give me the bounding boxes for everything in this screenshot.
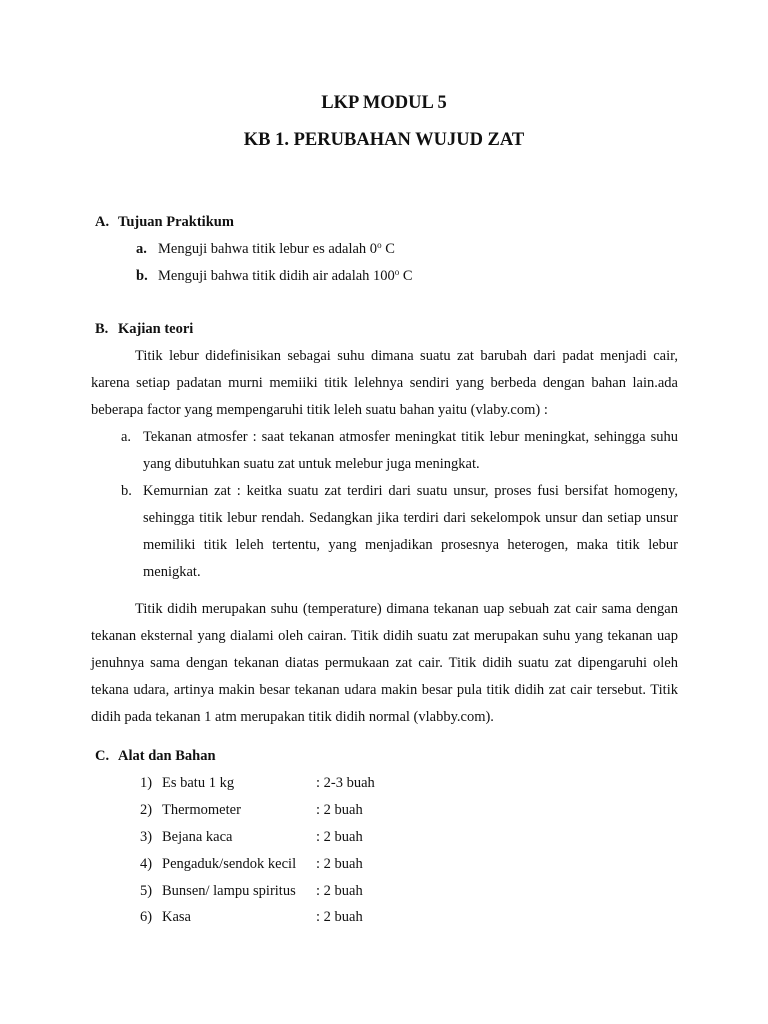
- equipment-name: Es batu 1 kg: [162, 775, 235, 791]
- factor-text: Tekanan atmosfer : saat tekanan atmosfer meningkat titik lebur meningkat, sehingga suhu yang dibutuhkan suatu zat untuk melebur juga meningkat.: [143, 429, 678, 472]
- factor-marker: b.: [121, 483, 132, 499]
- equipment-quantity: : 2-3 buah: [316, 775, 375, 791]
- objective-item: [136, 241, 395, 258]
- objective-marker: b.: [136, 268, 148, 284]
- theory-paragraph-text: Titik didih merupakan suhu (temperature) dimana tekanan uap sebuah zat cair sama dengan tekanan eksternal yang dialami oleh cairan. Titik didih suatu zat merupakan suhu yang tekanan uap jenuhnya sama dengan tekanan diatas permukaan zat cair. Titik didih suatu zat dipengaruhi oleh tekana udara, artinya makin besar tekanan udara makin besar pula titik didih zat cair tersebut. Titik didih pada tekanan 1 atm merupakan titik didih normal (vlabby.com).: [91, 601, 678, 725]
- equipment-name: Thermometer: [162, 802, 241, 818]
- factor-text: Kemurnian zat : keitka suatu zat terdiri dari suatu unsur, proses fusi bersifat homogeny, sehingga titik lebur rendah. Sedangkan jika terdiri dari sekelompok unsur dan setiap unsur memiliki titik leleh tertentu, yang menjadikan prosesnya heterogen, maka titik lebur menigkat.: [143, 483, 678, 580]
- degree-sup: o: [394, 267, 400, 277]
- document-subtitle: KB 1. PERUBAHAN WUJUD ZAT: [243, 130, 525, 150]
- equipment-quantity: : 2 buah: [316, 802, 363, 818]
- objective-text: Menguji bahwa titik lebur es adalah 0: [158, 241, 378, 257]
- equipment-number: 5): [140, 883, 153, 899]
- equipment-number: 1): [140, 775, 153, 791]
- objective-text: Menguji bahwa titik didih air adalah 100: [158, 268, 395, 284]
- section-a-letter: A.: [95, 214, 110, 230]
- section-c-title: Alat dan Bahan: [118, 748, 216, 764]
- theory-paragraph-boiling: [91, 596, 678, 731]
- equipment-item: [140, 909, 363, 926]
- equipment-number: 4): [140, 856, 153, 872]
- section-b-heading: [95, 321, 193, 338]
- section-b-letter: B.: [95, 321, 109, 337]
- equipment-quantity: : 2 buah: [316, 829, 363, 845]
- equipment-item: [140, 802, 363, 819]
- equipment-number: 6): [140, 909, 153, 925]
- factor-item: [121, 478, 678, 586]
- equipment-name: Bejana kaca: [162, 829, 233, 845]
- equipment-number: 3): [140, 829, 153, 845]
- section-a-heading: [95, 214, 234, 231]
- section-b-title: Kajian teori: [118, 321, 194, 337]
- equipment-item: [140, 883, 363, 900]
- equipment-quantity: : 2 buah: [316, 883, 363, 899]
- section-c-letter: C.: [95, 748, 110, 764]
- document-title: LKP MODUL 5: [321, 93, 447, 113]
- equipment-item: [140, 775, 375, 792]
- equipment-quantity: : 2 buah: [316, 856, 363, 872]
- objective-unit: C: [381, 241, 395, 257]
- equipment-name: Kasa: [162, 909, 191, 925]
- equipment-quantity: : 2 buah: [316, 909, 363, 925]
- degree-sup: o: [377, 240, 382, 250]
- objective-unit: C: [399, 268, 413, 284]
- equipment-item: [140, 829, 363, 846]
- equipment-name: Bunsen/ lampu spiritus: [162, 883, 296, 899]
- objective-marker: a.: [136, 241, 147, 257]
- equipment-item: [140, 856, 363, 873]
- equipment-name: Pengaduk/sendok kecil: [162, 856, 297, 872]
- equipment-number: 2): [140, 802, 153, 818]
- objective-item: [136, 268, 413, 285]
- factor-item: [121, 424, 678, 478]
- theory-paragraph-melting: [91, 343, 678, 424]
- factor-marker: a.: [121, 429, 132, 445]
- section-a-title: Tujuan Praktikum: [118, 214, 234, 230]
- theory-paragraph-text: Titik lebur didefinisikan sebagai suhu dimana suatu zat barubah dari padat menjadi cair, karena setiap padatan murni memiiki titik lelehnya sendiri yang berbeda dengan bahan lain.ada beberapa factor yang mempengaruhi titik leleh suatu bahan yaitu (vlaby.com) :: [91, 348, 678, 418]
- section-c-heading: [95, 748, 216, 765]
